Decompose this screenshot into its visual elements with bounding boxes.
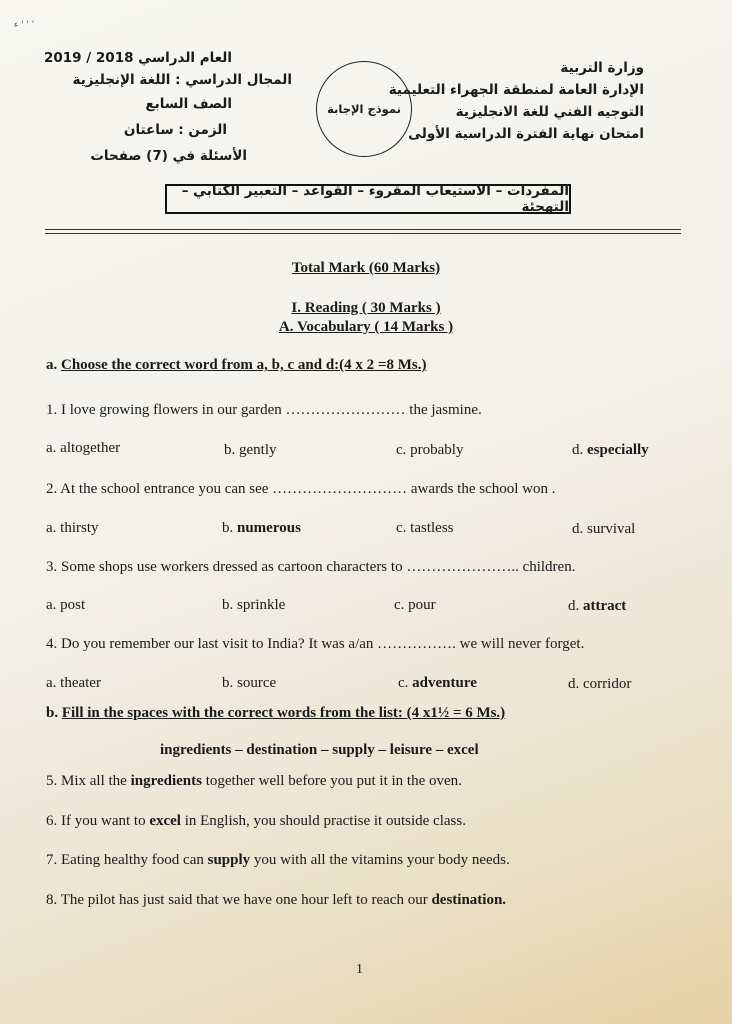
section-a-heading bbox=[46, 357, 426, 374]
q4-option-c-label: c. bbox=[398, 675, 409, 691]
section-a-title: Choose the correct word from a, b, c and d:(4 x 2 =8 Ms.) bbox=[61, 357, 427, 373]
q2-option-a: a. thirsty bbox=[46, 520, 99, 536]
sentence-5-after: together well before you put it in the oven. bbox=[201, 773, 462, 789]
corner-mark: ء ' ' ' bbox=[14, 20, 35, 30]
q3-option-d-label: d. bbox=[568, 598, 580, 614]
q2-option-d: d. survival bbox=[572, 521, 636, 537]
sentence-7 bbox=[46, 852, 510, 869]
sentence-5 bbox=[46, 773, 462, 790]
subject-field: المجال الدراسي : اللغة الإنجليزية bbox=[72, 72, 292, 88]
sentence-8 bbox=[46, 892, 506, 909]
divider-line-top bbox=[45, 229, 681, 230]
grade: الصف السابع bbox=[145, 96, 232, 112]
subjects-box bbox=[165, 184, 571, 214]
sentence-8-before: 8. The pilot has just said that we have one hour left to reach our bbox=[46, 892, 432, 908]
q3-option-a: a. post bbox=[46, 597, 86, 613]
sentence-6-answer: excel bbox=[149, 813, 181, 829]
divider-line-bottom bbox=[45, 233, 681, 234]
q3-option-c: c. pour bbox=[394, 597, 436, 613]
q1-option-d-label: d. bbox=[572, 442, 584, 458]
q4-option-b: b. source bbox=[222, 675, 277, 691]
reading-title: I. Reading ( 30 Marks ) bbox=[291, 300, 441, 316]
department-name: التوجيه الفني للغة الانجليزية bbox=[455, 104, 644, 120]
question-3: 3. Some shops use workers dressed as cartoon characters to ………………….. children. bbox=[46, 559, 576, 575]
vocabulary-title: A. Vocabulary ( 14 Marks ) bbox=[278, 319, 454, 335]
district-name: الإدارة العامة لمنطقة الجهراء التعليمية bbox=[388, 82, 644, 98]
q2-option-c: c. tastless bbox=[396, 520, 454, 536]
seal-text: نموذج الإجابة bbox=[327, 102, 401, 116]
exam-time: الزمن : ساعتان bbox=[123, 122, 227, 138]
q1-option-b: b. gently bbox=[224, 442, 277, 458]
q4-option-c bbox=[398, 675, 477, 692]
answer-key-seal bbox=[316, 61, 412, 157]
sentence-7-after: you with all the vitamins your body needs. bbox=[250, 852, 510, 868]
q1-option-c: c. probably bbox=[396, 442, 464, 458]
q3-answer: attract bbox=[583, 598, 627, 614]
q4-option-d: d. corridor bbox=[568, 676, 632, 692]
q1-answer: especially bbox=[587, 442, 649, 458]
sentence-6 bbox=[46, 813, 466, 830]
question-1: 1. I love growing flowers in our garden …………………… the jasmine. bbox=[46, 402, 482, 418]
sentence-8-answer: destination. bbox=[431, 892, 507, 908]
sentence-6-after: in English, you should practise it outside class. bbox=[180, 813, 466, 829]
section-b-label: b. bbox=[46, 705, 59, 721]
section-b-heading bbox=[46, 705, 505, 722]
section-b-title: Fill in the spaces with the correct words from the list: (4 x1½ = 6 Ms.) bbox=[61, 705, 506, 721]
q1-option-d bbox=[572, 442, 649, 459]
section-a-label: a. bbox=[46, 357, 58, 373]
ministry-name: وزارة التربية bbox=[560, 60, 644, 76]
q4-option-a: a. theater bbox=[46, 675, 101, 691]
sentence-7-before: 7. Eating healthy food can bbox=[46, 852, 208, 868]
page-count: الأسئلة في (7) صفحات bbox=[90, 148, 247, 164]
q2-option-b-label: b. bbox=[222, 520, 234, 536]
sentence-6-before: 6. If you want to bbox=[46, 813, 150, 829]
q2-answer: numerous bbox=[237, 520, 301, 536]
sentence-5-before: 5. Mix all the bbox=[46, 773, 131, 789]
question-4: 4. Do you remember our last visit to India? It was a/an ……………. we will never forget. bbox=[46, 636, 585, 652]
page-number: 1 bbox=[356, 962, 363, 977]
subjects-text: المفردات – الاستيعاب المقروء – القواعد – التعبير الكتابي – التهجئة bbox=[181, 183, 569, 215]
sentence-7-answer: supply bbox=[207, 852, 251, 868]
word-list: ingredients – destination – supply – leisure – excel bbox=[160, 742, 479, 758]
sentence-5-answer: ingredients bbox=[130, 773, 202, 789]
q3-option-d bbox=[568, 598, 626, 615]
q3-option-b: b. sprinkle bbox=[222, 597, 286, 613]
academic-year: العام الدراسي 2018 / 2019 bbox=[43, 50, 232, 66]
exam-name: امتحان نهاية الفترة الدراسية الأولى bbox=[408, 126, 644, 142]
q2-option-b bbox=[222, 520, 301, 537]
question-2: 2. At the school entrance you can see ……………………… awards the school won . bbox=[46, 481, 556, 497]
total-mark-title: Total Mark (60 Marks) bbox=[291, 260, 441, 276]
q4-answer: adventure bbox=[412, 675, 477, 691]
q1-option-a: a. altogether bbox=[46, 440, 121, 456]
